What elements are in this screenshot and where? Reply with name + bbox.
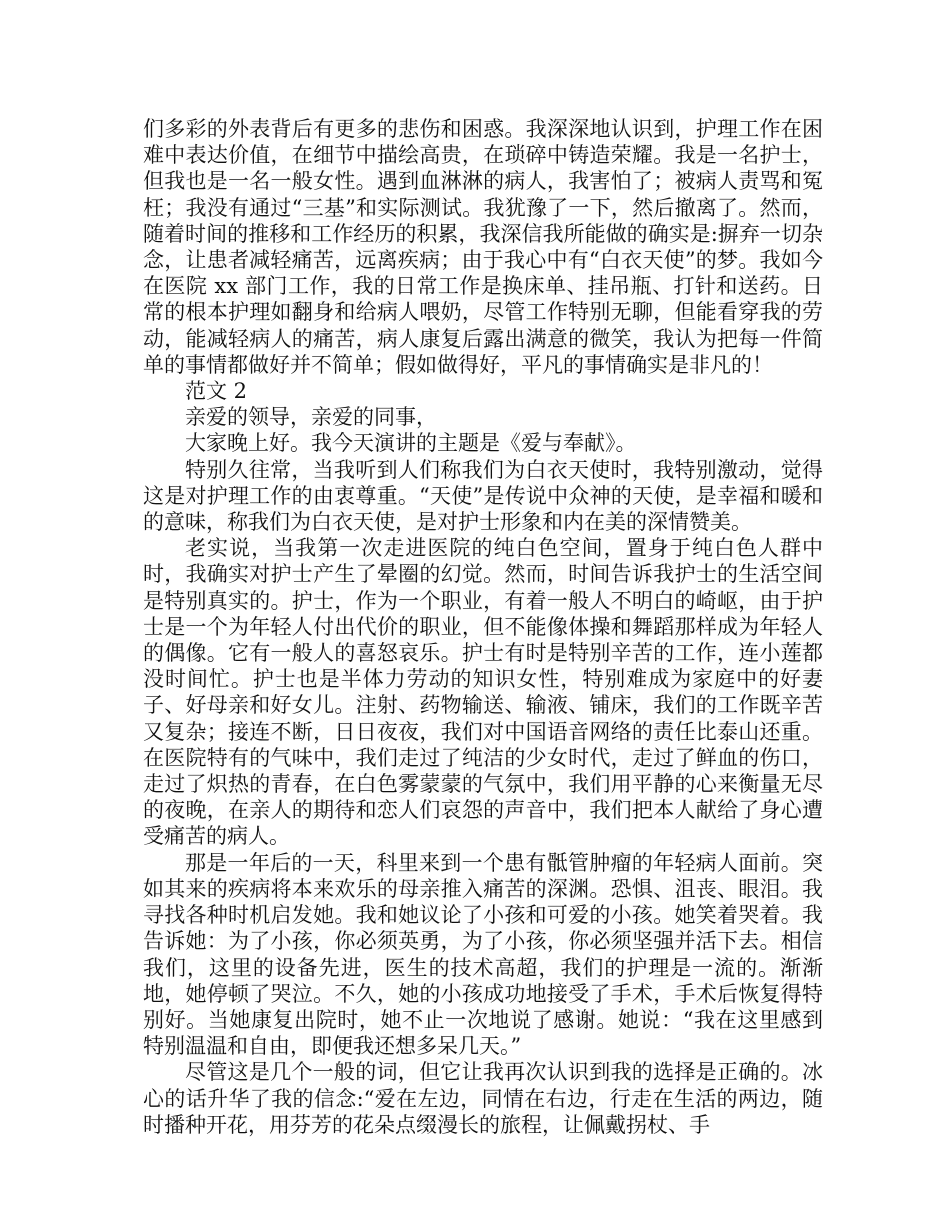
document-body — [143, 116, 823, 1138]
paragraph: 那是一年后的一天，科里来到一个患有骶管肿瘤的年轻病人面前。突如其来的疾病将本来欢乐的母亲推入痛苦的深渊。恐惧、沮丧、眼泪。我寻找各种时机启发她。我和她议论了小孩和可爱的小孩。她笑着哭着。我告诉她：为了小孩，你必须英勇，为了小孩，你必须坚强并活下去。相信我们，这里的设备先进，医生的技术高超，我们的护理是一流的。渐渐地，她停顿了哭泣。不久，她的小孩成功地接受了手术，手术后恢复得特别好。当她康复出院时，她不止一次地说了感谢。她说：“我在这里感到特别温温和自由，即便我还想多呆几天。” — [143, 850, 823, 1059]
section-heading: 范文 2 — [185, 379, 248, 404]
paragraph: 特别久往常，当我听到人们称我们为白衣天使时，我特别激动，觉得这是对护理工作的由衷尊重。“天使”是传说中众神的天使，是幸福和暖和的意味，称我们为白衣天使，是对护士形象和内在美的深情赞美。 — [143, 457, 823, 535]
paragraph: 尽管这是几个一般的词，但它让我再次认识到我的选择是正确的。冰心的话升华了我的信念:“爱在左边，同情在右边，行走在生活的两边，随时播种开花，用芬芳的花朵点缀漫长的旅程，让佩戴拐杖、手 — [143, 1060, 823, 1137]
paragraph-continuation: 们多彩的外表背后有更多的悲伤和困惑。我深深地认识到，护理工作在困难中表达价值，在细节中描绘高贵，在琐碎中铸造荣耀。我是一名护士，但我也是一名一般女性。遇到血淋淋的病人，我害怕了；被病人责骂和冤枉；我没有通过“三基”和实际测试。我犹豫了一下，然后撤离了。然而，随着时间的推移和工作经历的积累，我深信我所能做的确实是:摒弃一切杂念，让患者减轻痛苦，远离疾病；由于我心中有“白衣天使”的梦。我如今在医院 xx 部门工作，我的日常工作是换床单、挂吊瓶、打针和送药。日常的根本护理如翻身和给病人喂奶，尽管工作特别无聊，但能看穿我的劳动，能减轻病人的痛苦，病人康复后露出满意的微笑，我认为把每一件简单的事情都做好并不简单；假如做得好，平凡的事情确实是非凡的！ — [143, 117, 823, 377]
paragraph: 老实说，当我第一次走进医院的纯白色空间，置身于纯白色人群中时，我确实对护士产生了晕圈的幻觉。然而，时间告诉我护士的生活空间是特别真实的。护士，作为一个职业，有着一般人不明白的崎岖，由于护士是一个为年轻人付出代价的职业，但不能像体操和舞蹈那样成为年轻人的偶像。它有一般人的喜怒哀乐。护士有时是特别辛苦的工作，连小莲都没时间忙。护士也是半体力劳动的知识女性，特别难成为家庭中的好妻子、好母亲和好女儿。注射、药物输送、输液、铺床，我们的工作既辛苦又复杂；接连不断，日日夜夜，我们对中国语音网络的责任比泰山还重。在医院特有的气味中，我们走过了纯洁的少女时代，走过了鲜血的伤口，走过了炽热的青春，在白色雾蒙蒙的气氛中，我们用平静的心来衡量无尽的夜晚，在亲人的期待和恋人们哀怨的声音中，我们把本人献给了身心遭受痛苦的病人。 — [143, 536, 823, 849]
salutation: 亲爱的领导，亲爱的同事， — [185, 405, 437, 430]
greeting-paragraph: 大家晚上好。我今天演讲的主题是《爱与奉献》。 — [185, 431, 637, 456]
